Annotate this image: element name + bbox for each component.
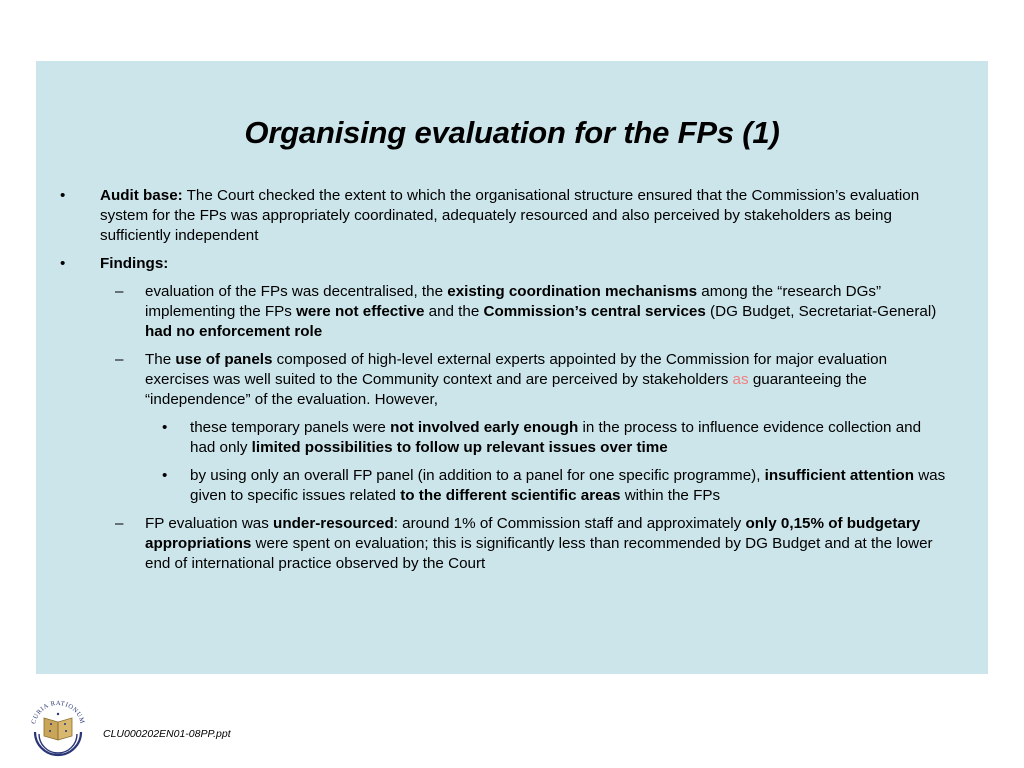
text-run: composed of high-level external experts appointed by the Commission for major evaluation exercises was well suited to the Community context and are perceived by stakeholders [145,351,888,388]
text-run: FP evaluation was [145,515,274,532]
bullet-marker: • [162,419,168,436]
finding-panels [60,350,950,410]
bold-run: to the different scientific areas [400,487,621,504]
findings-label: Findings: [100,255,169,272]
text-run: The [145,351,176,368]
slide-content [60,186,950,582]
audit-base-label: Audit base: [100,187,183,204]
text-run: evaluation of the FPs was decentralised, the [145,283,448,300]
text-run: guaranteeing the “independence” of the evaluation. However, [145,371,867,408]
text-run: among the “research DGs” implementing the FPs [145,283,882,320]
audit-base-bullet [60,186,950,246]
seal-motto: CURIA RATIONUM [30,699,86,725]
text-run: (DG Budget, Secretariat-General) [705,303,937,320]
bold-run: Commission’s central services [483,303,706,320]
bold-run: were not effective [296,303,425,320]
text-run: within the FPs [620,487,721,504]
audit-base-text: The Court checked the extent to which the organisational structure ensured that the Commission’s evaluation system for the FPs was appropriately coordinated, adequately resourced and also perceived by stakeholders as being sufficiently independent [100,187,920,244]
bold-run: existing coordination mechanisms [447,283,698,300]
bold-run: under-resourced [273,515,394,532]
finding-resources [60,514,950,574]
bold-run: use of panels [175,351,273,368]
text-run: were spent on evaluation; this is significantly less than recommended by DG Budget and at the lower end of international practice observed by the Court [145,535,933,572]
footer-filename: CLU000202EN01-08PP.ppt [103,728,231,740]
text-run: by using only an overall FP panel (in addition to a panel for one specific programme), [190,467,765,484]
dash-marker: – [115,351,124,368]
dash-marker: – [115,515,124,532]
bold-run: insufficient attention [764,467,914,484]
court-seal-logo [26,694,90,758]
bullet-marker: • [162,467,168,484]
text-run: was given to specific issues related [190,467,946,504]
bold-run: only 0,15% of budgetary appropriations [145,515,921,552]
findings-bullet [60,254,950,274]
bullet-marker: • [60,255,66,272]
slide-title: Organising evaluation for the FPs (1) [244,115,780,150]
subfinding-early-involvement [60,418,950,458]
subfinding-scientific-areas [60,466,950,506]
accent-run: as [732,371,749,388]
bold-run: had no enforcement role [145,323,323,340]
bold-run: limited possibilities to follow up relevant issues over time [251,439,668,456]
bold-run: not involved early enough [390,419,579,436]
text-run: : around 1% of Commission staff and approximately [393,515,746,532]
dash-marker: – [115,283,124,300]
finding-coordination [60,282,950,342]
text-run: these temporary panels were [190,419,391,436]
text-run: and the [424,303,484,320]
text-run: in the process to influence evidence collection and had only [190,419,922,456]
svg-text:CURIA RATIONUM [30,700,85,725]
bullet-marker: • [60,187,66,204]
